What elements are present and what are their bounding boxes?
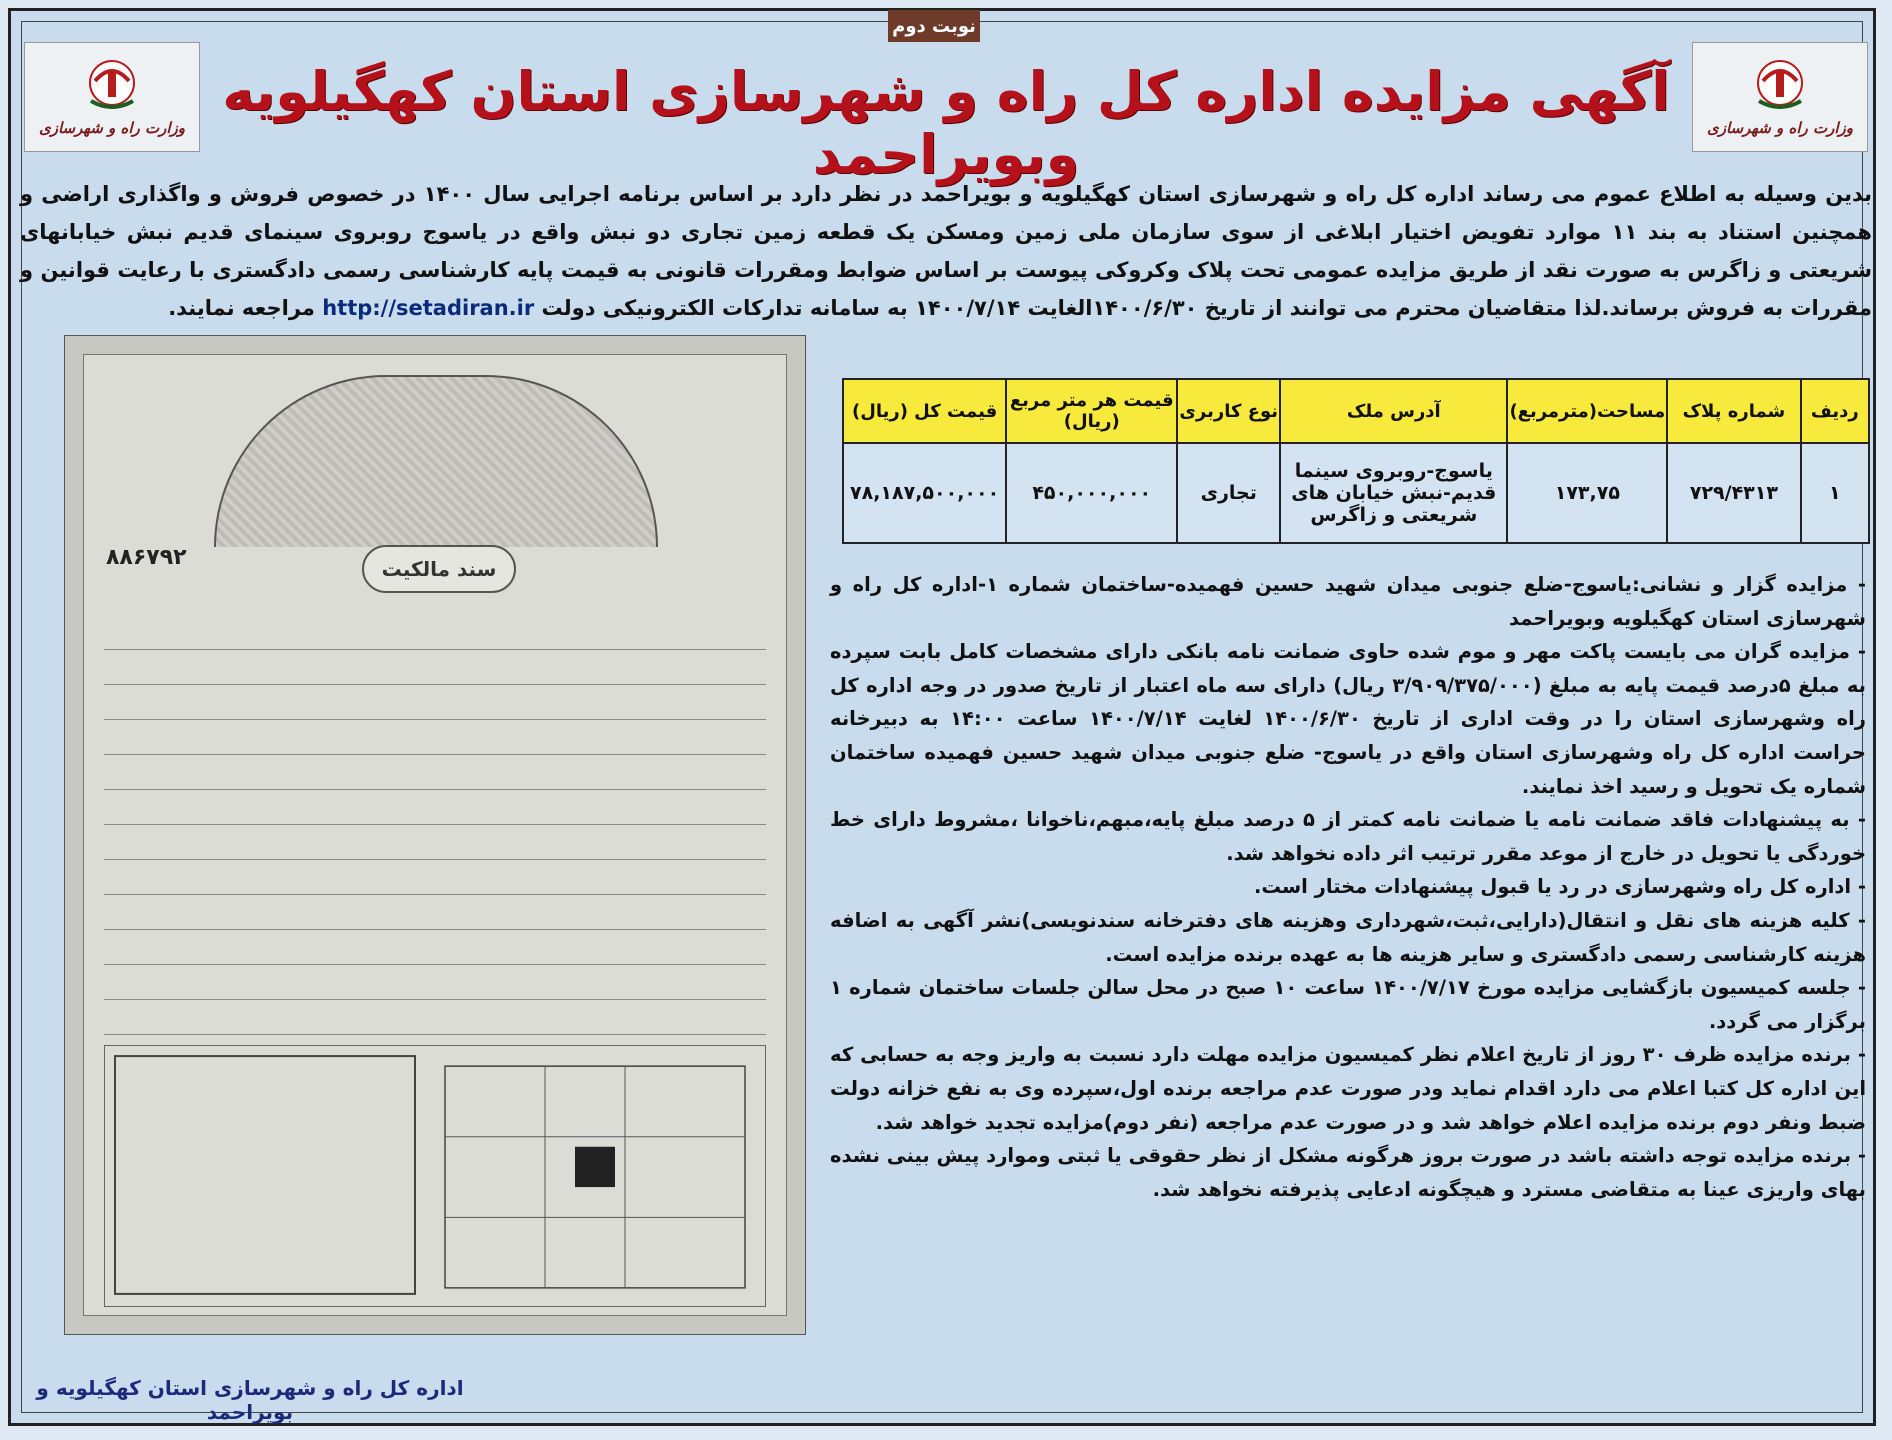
logo-caption: وزارت راه و شهرسازی — [1706, 119, 1854, 137]
deed-ornament — [214, 375, 658, 547]
deed-paper — [83, 354, 787, 1316]
publication-tag: نوبت دوم — [888, 10, 980, 42]
cell-unit-price: ۴۵۰,۰۰۰,۰۰۰ — [1006, 443, 1177, 543]
auction-table — [842, 378, 1870, 544]
condition-item: - کلیه هزینه های نقل و انتقال(دارایی،ثبت،شهرداری وهزینه های دفترخانه سندنویسی)نشر آگهی به اضافه هزینه کارشناسی رسمی دادگستری و سایر هزینه ها به عهده برنده مزایده است. — [830, 908, 1866, 966]
intro-paragraph — [20, 175, 1872, 327]
conditions-list — [830, 568, 1866, 1206]
col-area: مساحت(مترمربع) — [1507, 379, 1667, 443]
issuer-footer: اداره کل راه و شهرسازی استان کهگیلویه و بویراحمد — [36, 1376, 464, 1424]
intro-text: بدین وسیله به اطلاع عموم می رساند اداره کل راه و شهرسازی استان کهگیلویه و بویراحمد در نظر دارد بر اساس برنامه اجرایی سال ۱۴۰۰ در خصوص فروش و واگذاری اراضی و همچنین استناد به بند ۱۱ موارد تفویض اختیار ابلاغی از سوی سازمان ملی زمین ومسکن یک قطعه زمین تجاری دو نبش واقع در یاسوج روبروی سینمای قدیم نبش خیابانهای شریعتی و زاگرس به صورت نقد از طریق مزایده عمومی تحت پلاک وکروکی پیوست بر اساس ضوابط ومقررات قانونی به قیمت پایه کارشناسی رسمی دادگستری با رعایت قوانین و مقررات به فروش برساند.لذا متقاضیان محترم می توانند از تاریخ ۱۴۰۰/۶/۳۰الغایت ۱۴۰۰/۷/۱۴ به سامانه تدارکات الکترونیکی دولت — [20, 182, 1873, 320]
property-deed-image — [64, 335, 806, 1335]
cell-total-price: ۷۸,۱۸۷,۵۰۰,۰۰۰ — [843, 443, 1006, 543]
logo-caption: وزارت راه و شهرسازی — [38, 119, 186, 137]
cell-area: ۱۷۳,۷۵ — [1507, 443, 1667, 543]
ministry-logo-left — [24, 42, 200, 152]
table-header-row — [843, 379, 1869, 443]
intro-text-end: مراجعه نمایند. — [168, 296, 315, 320]
cell-usage: تجاری — [1177, 443, 1280, 543]
deed-title: سند مالکیت — [362, 545, 516, 593]
cell-plate: ۷۲۹/۴۳۱۳ — [1667, 443, 1800, 543]
emblem-icon — [1745, 57, 1815, 115]
col-total-price: قیمت کل (ریال) — [843, 379, 1006, 443]
cell-row: ۱ — [1801, 443, 1869, 543]
setadiran-link[interactable]: http://setadiran.ir — [322, 296, 535, 320]
advert-title: آگهی مزایده اداره کل راه و شهرسازی استان کهگیلویه وبویراحمد — [222, 60, 1670, 186]
deed-serial: ۸۸۶۷۹۲ — [106, 545, 187, 570]
deed-site-plan — [104, 1045, 766, 1307]
col-unit-price: قیمت هر متر مربع (ریال) — [1006, 379, 1177, 443]
deed-text-lines — [104, 615, 766, 1035]
site-plan-drawing — [105, 1046, 765, 1306]
condition-item: - جلسه کمیسیون بازگشایی مزایده مورخ ۱۴۰۰/۷/۱۷ ساعت ۱۰ صبح در محل سالن جلسات ساختمان شماره ۱ برگزار می گردد. — [830, 976, 1866, 1033]
cell-address: یاسوج-روبروی سینما قدیم-نبش خیابان های شریعتی و زاگرس — [1280, 443, 1507, 543]
col-address: آدرس ملک — [1280, 379, 1507, 443]
ministry-logo-right — [1692, 42, 1868, 152]
table-row — [843, 443, 1869, 543]
condition-item: - اداره کل راه وشهرسازی در رد یا قبول پیشنهادات مختار است. — [1253, 875, 1866, 899]
col-row: ردیف — [1801, 379, 1869, 443]
condition-item: - مزایده گزار و نشانی:یاسوج-ضلع جنوبی میدان شهید حسین فهمیده-ساختمان شماره ۱-اداره کل راه و شهرسازی استان کهگیلویه وبویراحمد — [830, 573, 1866, 630]
condition-item: - برنده مزایده توجه داشته باشد در صورت بروز هرگونه مشکل از نظر حقوقی یا ثبتی وموارد پیش بینی نشده بهای واریزی عینا به متقاضی مسترد و هیچگونه ادعایی پذیرفته نخواهد شد. — [830, 1144, 1866, 1201]
condition-item: - مزایده گران می بایست پاکت مهر و موم شده حاوی ضمانت نامه بانکی دارای مشخصات کامل بابت سپرده به مبلغ ۵درصد قیمت پایه به مبلغ (۳/۹۰۹/۳۷۵/۰۰۰ ریال) دارای سه ماه اعتبار از تاریخ صدور در وجه اداره کل راه وشهرسازی استان را در وقت اداری از تاریخ ۱۴۰۰/۶/۳۰ لغایت ۱۴۰۰/۷/۱۴ ساعت ۱۴:۰۰ به دبیرخانه حراست اداره کل راه وشهرسازی استان واقع در یاسوج- ضلع جنوبی میدان شهید حسین فهمیده ساختمان شماره یک تحویل و رسید اخذ نمایند. — [830, 640, 1866, 798]
condition-item: - برنده مزایده ظرف ۳۰ روز از تاریخ اعلام نظر کمیسیون مزایده مهلت دارد نسبت به واریز وجه به حسابی که این اداره کل کتبا اعلام می دارد اقدام نماید ودر صورت عدم مراجعه برنده اول،سپرده وی به نفع خزانه دولت ضبط ونفر دوم برنده مزایده اعلام خواهد شد و در صورت عدم مراجعه (نفر دوم)مزایده تجدید خواهد شد. — [830, 1043, 1866, 1134]
condition-item: - به پیشنهادات فاقد ضمانت نامه یا ضمانت نامه کمتر از ۵ درصد مبلغ پایه،مبهم،ناخوانا ،مشروط دارای خط خوردگی یا تحویل در خارج از موعد مقرر ترتیب اثر داده نخواهد شد. — [830, 808, 1866, 865]
col-usage: نوع کاربری — [1177, 379, 1280, 443]
col-plate: شماره پلاک — [1667, 379, 1800, 443]
emblem-icon — [77, 57, 147, 115]
